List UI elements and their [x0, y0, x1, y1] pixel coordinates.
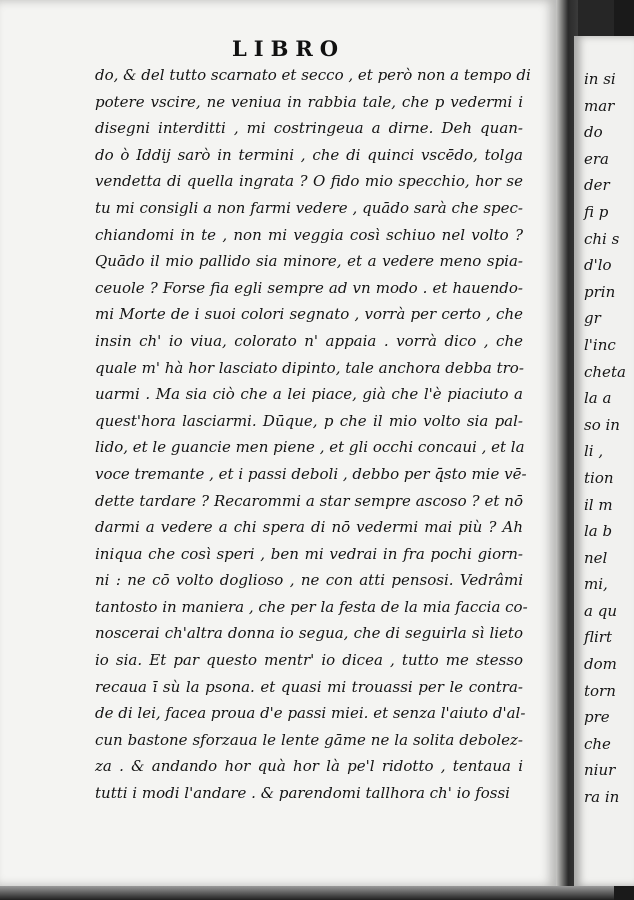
margin-fragment: che — [584, 734, 611, 753]
margin-fragment: mi, — [584, 575, 608, 594]
margin-fragment: fi p — [584, 202, 609, 221]
text-line: chiandomi in te , non mi veggia così schiuo nel volto ? — [95, 225, 523, 244]
margin-fragment: la a — [584, 389, 612, 408]
bottom-edge-shadow — [0, 886, 614, 900]
margin-fragment: li , — [584, 442, 604, 461]
text-line: tantosto in maniera , che per la festa de la mia faccia co- — [95, 597, 528, 616]
text-line: dette tardare ? Recarommi a star sempre ascoso ? et nō — [95, 491, 523, 510]
margin-fragment: der — [584, 176, 610, 195]
margin-fragment: chi s — [584, 229, 620, 248]
text-line: za . & andando hor quà hor là pe'l ridotto , tentaua i — [95, 757, 523, 776]
margin-fragment: tion — [584, 468, 614, 487]
body-text — [95, 62, 531, 807]
margin-fragment: gr — [584, 309, 601, 328]
text-line: do, & del tutto scarnato et secco , et però non a tempo di — [95, 66, 531, 84]
text-line: uarmi . Ma sia ciò che a lei piace, già che l'è piaciuto a — [95, 385, 523, 404]
margin-fragment: il m — [584, 495, 613, 514]
margin-fragment: cheta — [584, 362, 626, 381]
margin-fragment: a qu — [584, 601, 617, 620]
text-line: potere vscire, ne veniua in rabbia tale, che p vedermi i — [95, 92, 523, 111]
margin-fragment: niur — [584, 761, 616, 780]
text-line: tu mi consigli a non farmi vedere , quādo sarà che spec- — [95, 198, 523, 217]
text-line: quale m' hà hor lasciato dipinto, tale anchora debba tro- — [95, 358, 524, 377]
text-line: lido, et le guancie men piene , et gli occhi concaui , et la — [95, 438, 525, 457]
margin-fragment: mar — [584, 96, 615, 115]
text-line: insin ch' io viua, colorato n' appaia . vorrà dico , che — [95, 331, 523, 350]
text-line: do ò Iddij sarò in termini , che di quinci vscēdo, tolga — [95, 145, 523, 164]
margin-fragment: flirt — [584, 628, 613, 647]
margin-fragment: ra in — [584, 788, 620, 807]
margin-fragment: l'inc — [584, 335, 616, 354]
text-line: de di lei, facea proua d'e passi miei. et senza l'aiuto d'al- — [95, 704, 526, 723]
margin-fragment: pre — [584, 708, 610, 727]
margin-fragment: la b — [584, 522, 613, 541]
text-line: noscerai ch'altra donna io segua, che di seguirla sì lieto — [95, 624, 523, 643]
margin-fragment: so in — [584, 415, 620, 434]
margin-fragment: in si — [584, 70, 616, 88]
text-line: mi Morte de i suoi colori segnato , vorrà per certo , che — [95, 305, 523, 324]
text-line: recaua ī sù la psona. et quasi mi trouassi per le contra- — [95, 677, 523, 696]
margin-fragment: prin — [584, 282, 616, 301]
margin-fragment: era — [584, 149, 609, 168]
text-line: iniqua che così speri , ben mi vedrai in fra pochi giorn- — [95, 544, 523, 563]
text-line: ceuole ? Forse fia egli sempre ad vn modo . et hauendo- — [95, 278, 523, 297]
right-page-margin-fragments — [584, 66, 626, 811]
margin-fragment: d'lo — [584, 256, 612, 275]
text-line: vendetta di quella ingrata ? O fido mio specchio, hor se — [95, 172, 523, 191]
text-line: darmi a vedere a chi spera di nō vedermi mai più ? Ah — [95, 518, 523, 537]
text-line: voce tremante , et i passi deboli , debbo per q̄sto mie vē- — [95, 464, 527, 483]
text-line: cun bastone sforzaua le lente gāme ne la solita debolez- — [95, 730, 523, 749]
running-head: LIBRO — [232, 36, 346, 61]
text-line: tutti i modi l'andare . & parendomi tallhora ch' io fossi — [95, 784, 510, 803]
text-line: quest'hora lasciarmi. Dūque, p che il mio volto sia pal- — [95, 411, 523, 430]
text-line: disegni interditti , mi costringeua a dirne. Deh quan- — [95, 119, 523, 138]
margin-fragment: torn — [584, 681, 616, 700]
margin-fragment: nel — [584, 548, 608, 567]
text-line: ni : ne cō volto doglioso , ne con atti pensosi. Vedrâmi — [95, 571, 523, 590]
text-line: io sia. Et par questo mentr' io dicea , tutto me stesso — [95, 651, 523, 670]
margin-fragment: do — [584, 123, 603, 142]
margin-fragment: dom — [584, 655, 617, 674]
text-line: Quādo il mio pallido sia minore, et a vedere meno spia- — [95, 252, 523, 271]
